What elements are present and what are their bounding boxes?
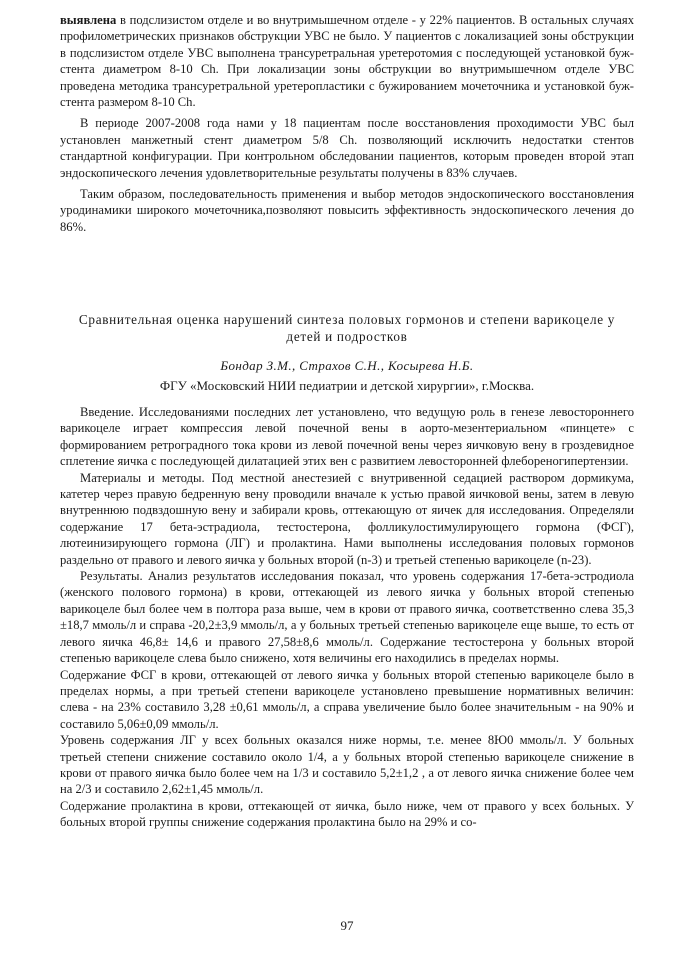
continuation-paragraph-2: В периоде 2007-2008 года нами у 18 пациентам после восстановления проходимости УВС был установлен манжетный стент диаметром 5/8 Ch. позволяющий исключить недостатки стентов стандартной конфигурации. При контрольном обследовании пациентов, которым проведен второй этап эндоскопического лечения удовлетворительные результаты получены в 83% случаев. bbox=[60, 116, 634, 180]
page-number: 97 bbox=[340, 918, 354, 933]
results-paragraph: Результаты. Анализ результатов исследования показал, что уровень содержания 17-бета-эстродиола (женского полового гормона) в крови, оттекающей из левого яичка у больных второй степенью варикоцеле был более чем в полтора раза выше, чем в крови от правого яичка, соответственно слева 35,3 ±18,7 ммоль/л и справа -20,2±3,9 ммоль/л, а у больных третьей степенью варикоцеле еще выше, то есть от левого яичка 46,8± 14,6 и правого 27,58±8,6 ммоль/л. Содержание тестостерона у больных второй степенью варикоцеле слева было снижено, хотя величины его находились в пределах нормы. bbox=[60, 569, 634, 666]
author-affiliation: ФГУ «Московский НИИ педиатрии и детской хирургии», г.Москва. bbox=[159, 378, 535, 393]
article-body bbox=[60, 404, 634, 831]
lh-paragraph: Уровень содержания ЛГ у всех больных оказался ниже нормы, т.е. менее 8Ю0 ммоль/л. У больных третьей степени снижение составило около 1/4, а у больных второй степенью варикоцеле снижение в крови от правого яичка было более чем на 1/3 и составило 5,2±1,2 , а от левого яичка снижение более чем на 2/3 и составило 2,62±1,45 ммоль/л. bbox=[60, 733, 634, 797]
methods-paragraph: Материалы и методы. Под местной анестезией с внутривенной седацией раствором дормикума, катетер через правую бедренную вену проводили вначале к устью правой яичковой вены, затем в левую внутреннюю подвздошную вену и забирали кровь, оттекающую от яичек для исследования. Определяли содержание 17 бета-эстрадиола, тестостерона, фолликулостимулирующего гормона (ФСГ), лютеинизирующего гормона (ЛГ) и пролактина. Нами выполнены исследования половых гормонов раздельно от правого и левого яичка у больных второй (n-3) и третьей степенью варикоцеле (n-23). bbox=[60, 470, 634, 567]
bold-lead-word: выявлена bbox=[60, 13, 117, 27]
prolactin-paragraph: Содержание пролактина в крови, оттекающей от яичка, было ниже, чем от правого у всех больных. У больных второй группы снижение содержания пролактина было на 29% и со- bbox=[60, 798, 634, 830]
continuation-paragraph-1 bbox=[60, 12, 634, 110]
author-names: Бондар З.М., Страхов С.Н., Косырева Н.Б. bbox=[220, 358, 474, 373]
fsh-paragraph: Содержание ФСГ в крови, оттекающей от левого яичка у больных второй степенью варикоцеле было в пределах нормы, а при третьей степени варикоцеле установлено превышение нормативных величин: слева - на 23% составило 3,28 ±0,61 ммоль/л, а справа увеличение было более значительным - на 90% и составило 5,06±0,09 ммоль/л. bbox=[60, 667, 634, 731]
article-byline bbox=[60, 357, 634, 394]
previous-article-continuation bbox=[60, 12, 634, 235]
conclusion-paragraph: Таким образом, последовательность применения и выбор методов эндоскопического восстановления уродинамики широкого мочеточника,позволяют повысить эффективность эндоскопического лечения до 86%. bbox=[60, 187, 634, 234]
continuation-paragraph-1-text: в подслизистом отделе и во внутримышечном отделе - у 22% пациентов. В остальных случаях профилометрических признаков обструкции УВС не было. У пациентов с локализацией зоны обструкции в подслизистом отделе УВС выполнена трансуретральная уретеротомия с последующей установкой буж-стента диаметром 8-10 Ch. При локализации зоны обструкции во внутримышечном отделе УВС проведена методика трансуретральной уретеропластики с бужированием мочеточника и установкой буж-стента размером 8-10 Ch. bbox=[60, 13, 634, 110]
article-title: Сравнительная оценка нарушений синтеза половых гормонов и степени варикоцеле у детей и подростков bbox=[78, 312, 616, 344]
introduction-paragraph: Введение. Исследованиями последних лет установлено, что ведущую роль в генезе левостороннего варикоцеле играет компрессия левой почечной вены в аорто-мезентериальном «пинцете» с формированием ретроградного тока крови из левой почечной вены через яичковую вену в гроздевидное сплетение яичка с последующей дилатацией этих вен с развитием левосторонней флебореногипертензии. bbox=[60, 405, 634, 469]
